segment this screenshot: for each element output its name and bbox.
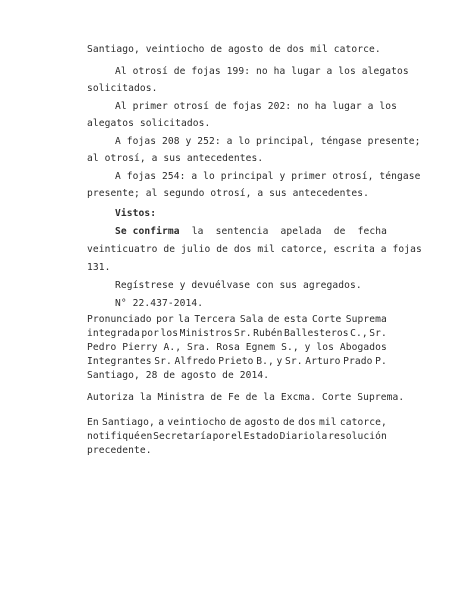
pronounced-word: Pierry — [122, 342, 158, 353]
pronounced-line-3 — [87, 342, 387, 354]
notification-word: notifiqué — [87, 431, 140, 442]
pronounced-line-1 — [87, 314, 387, 326]
resolution-line-1 — [115, 226, 387, 238]
pronounced-word: Pedro — [87, 342, 117, 353]
pronounced-word: por — [156, 314, 174, 325]
notification-word: mil — [319, 417, 337, 428]
pronounced-line-5: Santiago, 28 de agosto de 2014. — [87, 370, 270, 381]
notification-word: veintiocho — [167, 417, 227, 428]
pronounced-word: Tercera — [194, 314, 236, 325]
resolution-line-3: 131. — [87, 262, 111, 273]
pronounced-word: Abogados — [339, 342, 387, 353]
paragraph-1-line-1: Al otrosí de fojas 199: no ha lugar a los alegatos — [115, 66, 409, 77]
resolution-word: fecha — [357, 226, 387, 237]
paragraph-2-line-1: Al primer otrosí de fojas 202: no ha lugar a los — [115, 101, 398, 112]
resolution-line-2: veinticuatro de julio de dos mil catorce, escrita a fojas — [87, 244, 422, 255]
pronounced-word: Corte — [311, 314, 342, 325]
resolution-word: de — [333, 226, 346, 237]
pronounced-word: Sr. — [234, 328, 252, 339]
pronounced-word: integrada — [87, 328, 140, 339]
pronounced-word: Suprema — [345, 314, 387, 325]
pronounced-word: esta — [284, 314, 308, 325]
notification-word: a — [158, 417, 165, 428]
resolution-word: apelada — [280, 226, 322, 237]
notification-word: catorce, — [339, 417, 387, 428]
pronounced-word: los — [316, 342, 335, 353]
pronounced-word: y — [276, 356, 283, 367]
pronounced-word: Egnem — [245, 342, 276, 353]
paragraph-3-line-2: al otrosí, a sus antecedentes. — [87, 153, 264, 164]
pronounced-line-4 — [87, 356, 387, 368]
paragraph-1-line-2: solicitados. — [87, 83, 158, 94]
case-number: N° 22.437-2014. — [115, 298, 204, 309]
pronounced-word: de — [267, 314, 280, 325]
pronounced-word: Sala — [239, 314, 264, 325]
pronounced-word: Arturo — [305, 356, 341, 367]
pronounced-word: Ministros — [179, 328, 233, 339]
paragraph-3-line-1: A fojas 208 y 252: a lo principal, téngase presente; — [115, 136, 421, 147]
paragraph-2-line-2: alegatos solicitados. — [87, 118, 211, 129]
pronounced-word: Sra. — [186, 342, 211, 353]
pronounced-line-2 — [87, 328, 387, 340]
authorizes-line: Autoriza la Ministra de Fe de la Excma. Corte Suprema. — [87, 392, 405, 403]
pronounced-word: P. — [375, 356, 387, 367]
register-line: Regístrese y devuélvase con sus agregados. — [115, 280, 362, 291]
pronounced-word: Sr. — [284, 356, 303, 367]
notification-word: Santiago, — [102, 417, 155, 428]
pronounced-word: Ballesteros — [284, 328, 349, 339]
paragraph-4-line-1: A fojas 254: a lo principal y primer otrosí, téngase — [115, 171, 421, 182]
pronounced-word: Integrantes — [87, 356, 152, 367]
pronounced-word: Prado — [343, 356, 373, 367]
pronounced-word: Sr. — [154, 356, 172, 367]
vistos-heading: Vistos: — [115, 208, 157, 219]
notification-word: resolución — [328, 431, 387, 442]
notification-word: dos — [298, 417, 316, 428]
pronounced-word: A., — [163, 342, 182, 353]
pronounced-word: Alfredo — [174, 356, 216, 367]
notification-word: agosto — [244, 417, 280, 428]
pronounced-word: S., — [281, 342, 299, 353]
notification-word: el — [231, 431, 243, 442]
notification-word: Secretaría — [153, 431, 212, 442]
pronounced-word: Pronunciado — [87, 314, 152, 325]
pronounced-word: la — [178, 314, 190, 325]
pronounced-word: por — [141, 328, 160, 339]
pronounced-word: los — [160, 328, 179, 339]
pronounced-word: y — [304, 342, 311, 353]
confirm-phrase: Se confirma — [115, 226, 180, 237]
notification-word: la — [315, 431, 328, 442]
pronounced-word: C., — [350, 328, 368, 339]
notification-word: Estado — [243, 431, 279, 442]
notification-word: En — [87, 417, 99, 428]
notification-line-3: precedente. — [87, 445, 152, 456]
notification-word: de — [229, 417, 242, 428]
pronounced-word: Rosa — [216, 342, 240, 353]
opening-line: Santiago, veintiocho de agosto de dos mil catorce. — [87, 44, 381, 55]
resolution-word: sentencia — [215, 226, 269, 237]
notification-word: de — [283, 417, 295, 428]
pronounced-word: Prieto — [218, 356, 254, 367]
notification-line-2 — [87, 431, 387, 443]
notification-word: por — [212, 431, 231, 442]
resolution-word: la — [191, 226, 204, 237]
pronounced-word: Rubén — [253, 328, 283, 339]
pronounced-word: B., — [256, 356, 274, 367]
paragraph-4-line-2: presente; al segundo otrosí, a sus antecedentes. — [87, 188, 370, 199]
pronounced-word: Sr. — [369, 328, 387, 339]
notification-word: Diario — [279, 431, 315, 442]
notification-line-1 — [87, 417, 387, 429]
notification-word: en — [140, 431, 153, 442]
